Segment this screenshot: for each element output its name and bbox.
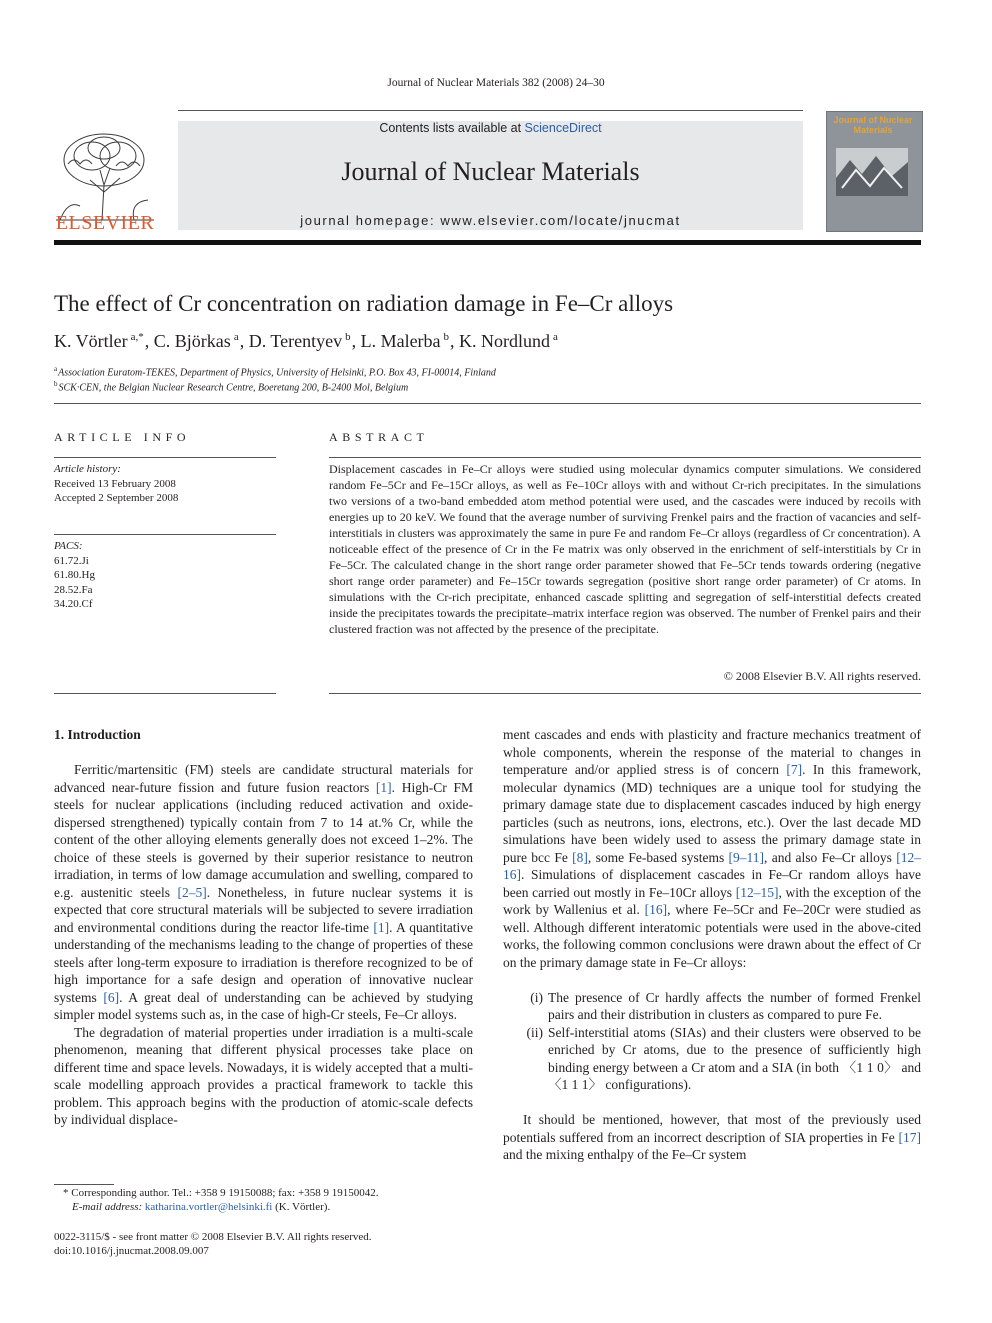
text-run: . High-Cr FM steels for nuclear applications (including reduced activation and oxide-dispersed strengthened) typically contain from 7 to 14 at.% Cr, while the content of the other alloying elements generally does not exceed 1–2%. The choice of these steels is governed by their superior resistance to neutron irradiation, in terms of low damage accumulation and swelling, compared to e.g. austenitic steels <box>54 779 473 900</box>
text-run: , some Fe-based systems <box>587 849 729 865</box>
divider <box>329 457 921 458</box>
abstract-heading: ABSTRACT <box>329 430 429 444</box>
text-run: . Simulations of displacement cascades in Fe–Cr random alloys have been carried out mostly in Fe–10Cr alloys <box>503 867 921 900</box>
affiliation-text: SCK·CEN, the Belgian Nuclear Research Centre, Boeretang 200, B-2400 Mol, Belgium <box>58 382 409 394</box>
divider <box>54 534 276 535</box>
abstract-text: Displacement cascades in Fe–Cr alloys were studied using molecular dynamics computer simulations. We considered random Fe–5Cr and Fe–15Cr alloys, as well as Fe–10Cr alloys with and without Cr-rich precipitates. In the simulations two versions of a two-band embedded atom method potential were used, and the cascades were induced by recoils with energies up to 20 keV. We found that the average number of surviving Frenkel pairs and the fraction of vacancies and self-interstitials in clusters was approximately the same in pure Fe and random Fe–Cr alloys (regardless of Cr concentration). A noticeable effect of the presence of Cr in the Fe matrix was only observed in the enrichment of self-interstitials by Cr in Fe–5Cr. The calculated change in the short range order parameter showed that Fe–5Cr tends towards ordering (negative short range order parameter) and Fe–15Cr towards segregation (positive short range order parameter) of Cr atoms. In simulations with the Cr-rich precipitate, enhanced cascade splitting and segregation of self-interstitial defects created inside the precipitates towards the precipitate–matrix interface region was observed. The number of Frenkel pairs and their clustered fraction was not affected by the presence of the precipitate. <box>329 462 921 636</box>
text-run: , with the exception of the work by Wallenius et al. <box>503 884 921 917</box>
author-name[interactable]: D. Terentyev <box>248 331 343 351</box>
divider <box>329 693 921 694</box>
reference-link[interactable]: [9–11] <box>728 849 765 865</box>
text-run: . In this framework, molecular dynamics (MD) techniques are a unique tool for studying the primary damage state due to displacement cascades induced by high energy particles (such as neutrons, ions, electrons, etc.). Over the last decade MD simulations have been widely used to assess the primary damage state in pure bcc Fe <box>503 762 921 865</box>
journal-homepage[interactable]: journal homepage: www.elsevier.com/locate/jnucmat <box>300 213 681 228</box>
accepted-date: Accepted 2 September 2008 <box>54 492 179 504</box>
text-run: It should be mentioned, however, that most of the previously used potentials suffered from an incorrect description of SIA properties in Fe <box>503 1112 921 1145</box>
received-date: Received 13 February 2008 <box>54 477 176 490</box>
reference-link[interactable]: [16] <box>644 902 668 917</box>
list-item <box>503 1024 921 1094</box>
email-link[interactable]: katharina.vortler@helsinki.fi <box>144 1201 273 1213</box>
divider <box>54 693 276 694</box>
reference-link[interactable]: [12–16] <box>503 849 921 882</box>
author-name[interactable]: K. Vörtler <box>54 331 128 351</box>
reference-link[interactable]: [12–15] <box>735 884 779 900</box>
body-column-left <box>54 726 473 1129</box>
email-label: E-mail address: <box>72 1201 145 1213</box>
divider <box>54 403 921 404</box>
contents-prefix: Contents lists available at <box>379 121 525 135</box>
reference-link[interactable]: [2–5] <box>177 884 207 900</box>
affiliation <box>54 380 408 393</box>
numbered-list <box>503 989 921 1094</box>
sciencedirect-link[interactable]: ScienceDirect <box>524 121 602 135</box>
affiliation-text: Association Euratom-TEKES, Department of Physics, University of Helsinki, P.O. Box 43, FI-00014, Finland <box>58 367 496 379</box>
paragraph <box>54 761 473 1024</box>
author-name[interactable]: K. Nordlund <box>459 331 551 351</box>
article-history <box>54 462 178 506</box>
author-affiliation-mark: a <box>233 331 239 343</box>
author-affiliation-mark: a <box>553 331 558 343</box>
doi-line[interactable]: doi:10.1016/j.jnucmat.2008.09.007 <box>54 1245 209 1257</box>
list-text: Self-interstitial atoms (SIAs) and their clusters were observed to be enriched by Cr atoms, due to the presence of sufficiently high binding energy between a Cr atom and a SIA (in both 〈1 1 0〉 and 〈1 1 1〉 configurations). <box>548 1024 921 1092</box>
text-run: ment cascades and ends with plasticity and fracture mechanics treatment of whole components, wherein the response of the material to changes in temperature and/or applied stress is of concern <box>503 727 921 777</box>
reference-link[interactable]: [7] <box>786 762 803 777</box>
text-run: . Nonetheless, in future nuclear systems it is expected that core structural materials will be subjected to severe irradiation and environmental conditions during the reactor life-time <box>54 884 474 935</box>
elsevier-logo-text: ELSEVIER <box>55 212 155 234</box>
reference-link[interactable]: [8] <box>572 849 588 865</box>
text-run: Ferritic/martensitic (FM) steels are candidate structural materials for advanced near-future fission and future fusion reactors <box>54 762 473 795</box>
pacs-label: PACS: <box>54 540 83 552</box>
footnote-rule <box>54 1184 114 1185</box>
article-info-heading: ARTICLE INFO <box>54 430 191 444</box>
author-list: K. Vörtler $^{a,*}$, C. Björkas $^a$, D. Terentyev $^b$, L. Malerba $^b$, K. Nordlund $^a$ <box>54 331 558 351</box>
journal-citation: Journal of Nuclear Materials 382 (2008) 24–30 <box>387 77 605 89</box>
pacs-code: 28.52.Fa <box>54 583 93 596</box>
list-number: (ii) <box>526 1024 543 1040</box>
corresponding-author: Corresponding author. Tel.: +358 9 19150088; fax: +358 9 19150042. <box>71 1187 379 1199</box>
list-item <box>503 989 921 1024</box>
list-number: (i) <box>530 989 543 1005</box>
footnote-mark: * <box>63 1187 69 1199</box>
reference-link[interactable]: [1] <box>375 779 392 795</box>
front-matter-footer <box>54 1230 372 1258</box>
cover-title: Journal of Nuclear Materials <box>833 115 913 135</box>
pacs-code: 61.80.Hg <box>54 569 95 581</box>
email-suffix: (K. Vörtler). <box>272 1201 331 1213</box>
journal-title: Journal of Nuclear Materials <box>341 157 640 186</box>
header-rule <box>178 110 803 111</box>
divider <box>54 457 276 458</box>
section-heading: 1. Introduction <box>54 727 141 742</box>
issn-line: 0022-3115/$ - see front matter © 2008 Elsevier B.V. All rights reserved. <box>54 1231 372 1243</box>
pacs-code: 34.20.Cf <box>54 598 93 610</box>
paragraph <box>503 726 921 971</box>
paragraph: The degradation of material properties under irradiation is a multi-scale phenomenon, meaning that different physical processes take place on different time and space levels. Nowadays, it is widely accepted that a multi-scale modelling approach provides a practical framework to tackle this problem. This approach begins with the production of atomic-scale defects by individual displace- <box>54 1024 473 1127</box>
list-text: The presence of Cr hardly affects the number of formed Frenkel pairs and their distribution in clusters as compared to pure Fe. <box>548 989 921 1022</box>
paragraph <box>503 1111 921 1164</box>
reference-link[interactable]: [1] <box>373 919 390 935</box>
contents-line <box>178 121 803 135</box>
author-affiliation-mark: a,* <box>130 331 144 343</box>
reference-link[interactable]: [6] <box>103 989 120 1005</box>
text-run: . A quantitative understanding of the mechanisms leading to the change of properties of these steels after long-term exposure to irradiation is therefore recognized to be of high importance for a safe design and operation of innovative nuclear systems <box>54 919 473 1005</box>
text-run: . A great deal of understanding can be achieved by studying simpler model systems such as, in the case of high-Cr steels, Fe–Cr alloys. <box>54 989 473 1022</box>
abstract-copyright: © 2008 Elsevier B.V. All rights reserved. <box>723 669 921 683</box>
author-name[interactable]: C. Björkas <box>153 331 231 351</box>
header-thick-rule <box>54 240 921 245</box>
text-run: , where Fe–5Cr and Fe–20Cr were studied as well. Although different interatomic potentials were used in the above-cited works, the following common conclusions were drawn about the effect of Cr on the primary damage state in Fe–Cr alloys: <box>503 902 921 970</box>
affiliation-mark: b <box>54 380 58 388</box>
pacs-code: 61.72.Ji <box>54 554 89 567</box>
author-affiliation-mark: b <box>443 331 450 343</box>
cover-image <box>836 148 908 196</box>
footnote <box>54 1186 474 1214</box>
author-affiliation-mark: b <box>345 331 351 343</box>
reference-link[interactable]: [17] <box>898 1129 921 1145</box>
text-run: and the mixing enthalpy of the Fe–Cr system <box>503 1147 747 1162</box>
body-column-right <box>503 726 921 1164</box>
pacs-codes <box>54 539 95 612</box>
text-run: , and also Fe–Cr alloys <box>764 849 897 865</box>
affiliation <box>54 365 496 378</box>
article-title: The effect of Cr concentration on radiation damage in Fe–Cr alloys <box>54 291 674 316</box>
affiliation-mark: a <box>54 365 58 373</box>
author-name[interactable]: L. Malerba <box>360 331 441 351</box>
history-label: Article history: <box>54 463 121 475</box>
